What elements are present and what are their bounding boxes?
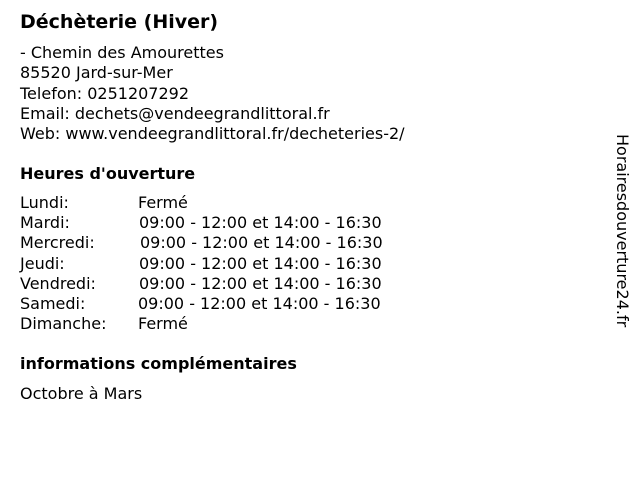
day-label: Samedi: bbox=[20, 293, 86, 313]
additional-info-text: Octobre à Mars bbox=[20, 384, 143, 403]
day-hours: Fermé bbox=[138, 193, 188, 212]
day-hours: 09:00 - 12:00 et 14:00 - 16:30 bbox=[139, 253, 382, 273]
page-title: Déchèterie (Hiver) bbox=[20, 11, 219, 33]
watermark-text: Horairesdouverture24.fr bbox=[613, 134, 632, 328]
opening-hours-heading: Heures d'ouverture bbox=[20, 164, 196, 183]
address-city: 85520 Jard-sur-Mer bbox=[20, 63, 173, 83]
day-hours: 09:00 - 12:00 et 14:00 - 16:30 bbox=[139, 213, 382, 233]
watermark bbox=[612, 134, 634, 374]
day-label: Vendredi: bbox=[20, 273, 96, 293]
day-label: Dimanche: bbox=[20, 314, 107, 334]
additional-info-heading: informations complémentaires bbox=[20, 354, 297, 373]
website-line[interactable]: Web: www.vendeegrandlittoral.fr/decheteries-2/ bbox=[20, 124, 405, 144]
address-block bbox=[20, 43, 405, 144]
day-label: Lundi: bbox=[20, 193, 69, 212]
day-hours: Fermé bbox=[138, 314, 188, 334]
day-hours: 09:00 - 12:00 et 14:00 - 16:30 bbox=[140, 233, 383, 253]
day-hours: 09:00 - 12:00 et 14:00 - 16:30 bbox=[139, 273, 382, 293]
day-label: Mardi: bbox=[20, 213, 70, 233]
email-line[interactable]: Email: dechets@vendeegrandlittoral.fr bbox=[20, 103, 330, 123]
address-street: - Chemin des Amourettes bbox=[20, 43, 224, 62]
day-label: Jeudi: bbox=[20, 253, 65, 273]
day-hours: 09:00 - 12:00 et 14:00 - 16:30 bbox=[138, 293, 381, 313]
phone-line[interactable]: Telefon: 0251207292 bbox=[20, 83, 190, 103]
day-label: Mercredi: bbox=[20, 233, 95, 253]
